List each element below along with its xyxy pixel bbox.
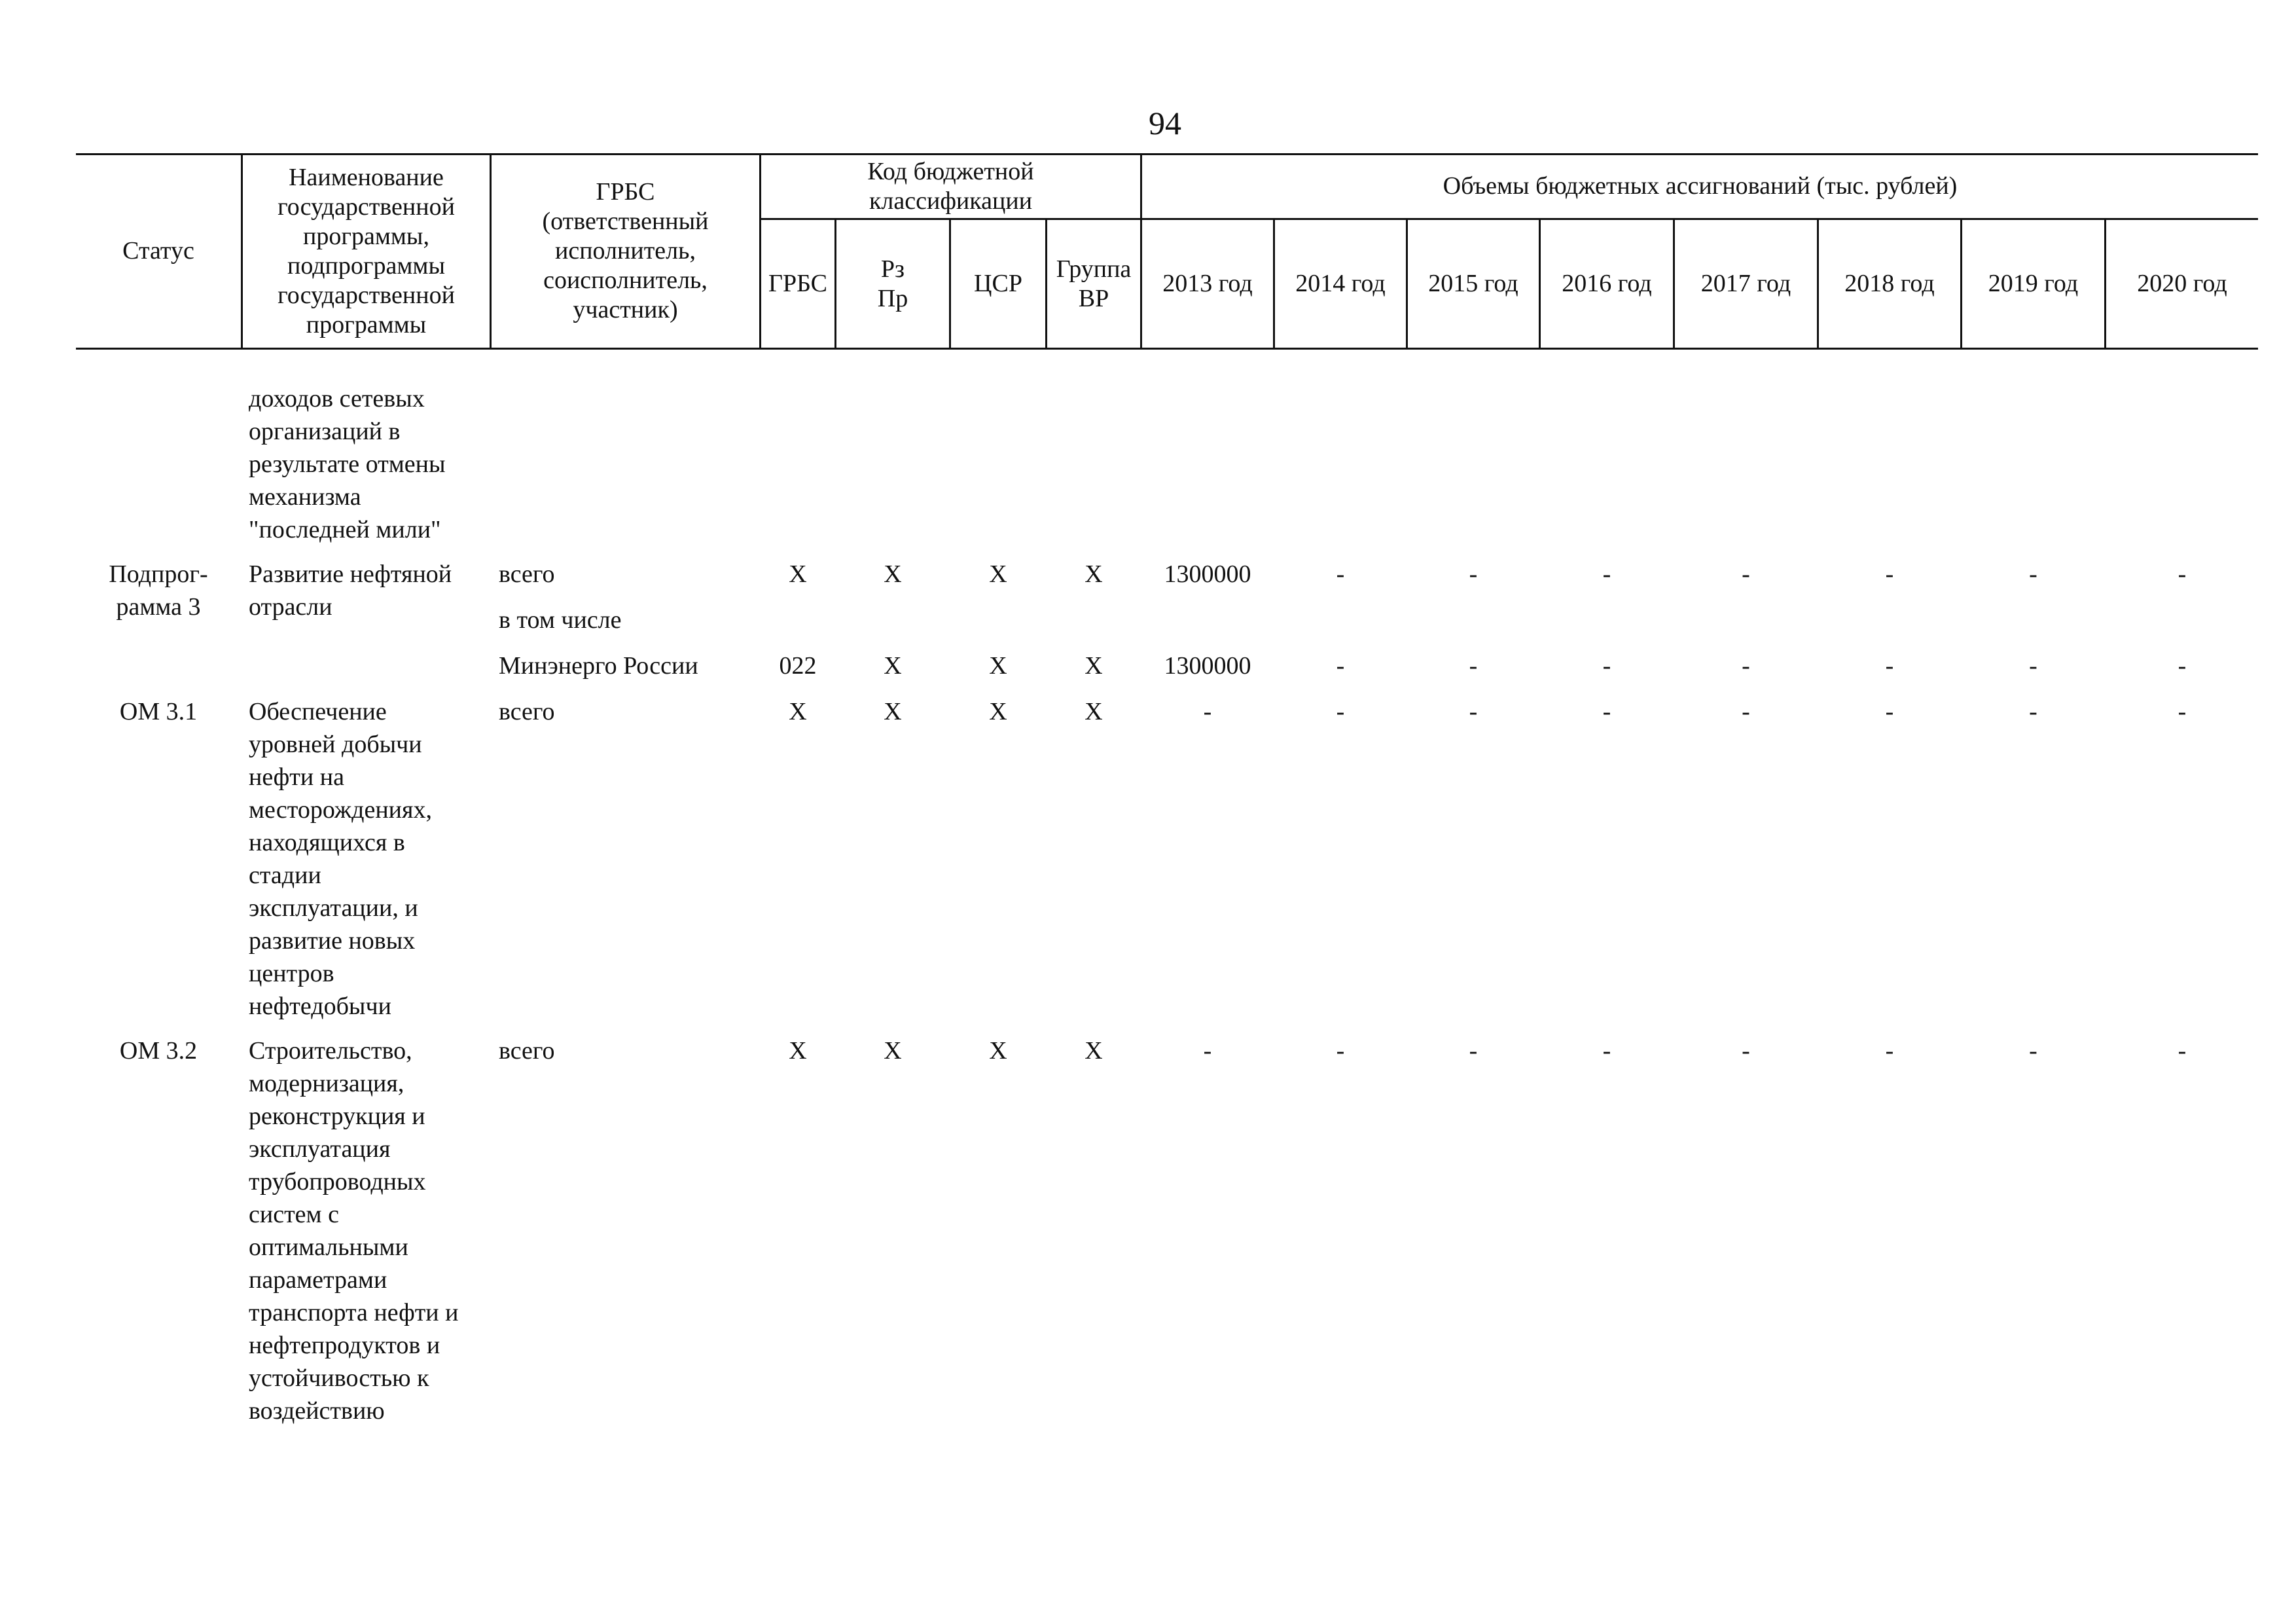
row-4-code-csr: X	[989, 698, 1007, 725]
header-program-name: Наименование государственной программы, подпрограммы государственной программы	[278, 163, 455, 338]
header-year-2016: 2016 год	[1562, 270, 1652, 297]
row-5-val-2014: -	[1336, 1037, 1345, 1065]
header-code-grbs: ГРБС	[768, 270, 827, 297]
row-2-grbs: в том числе	[499, 606, 622, 634]
row-3-code-rzpr: X	[884, 652, 902, 680]
row-3-grbs: Минэнерго России	[499, 652, 698, 680]
row-5-val-2016: -	[1602, 1037, 1611, 1065]
header-code-vr: Группа ВР	[1056, 255, 1132, 312]
header-code-csr: ЦСР	[974, 270, 1022, 297]
header-year-2020: 2020 год	[2137, 270, 2227, 297]
row-5-code-rzpr: X	[884, 1037, 902, 1065]
header-year-2018: 2018 год	[1844, 270, 1935, 297]
row-3-val-2014: -	[1336, 652, 1345, 680]
header-volumes: Объемы бюджетных ассигнований (тыс. рублей)	[1443, 172, 1958, 200]
row-5-val-2013: -	[1203, 1037, 1212, 1065]
row-4-val-2019: -	[2029, 698, 2037, 725]
header-year-2013: 2013 год	[1162, 270, 1253, 297]
row-1-code-rzpr: X	[884, 560, 902, 588]
row-5-code-csr: X	[989, 1037, 1007, 1065]
row-3-val-2013: 1300000	[1164, 652, 1251, 680]
row-1-status: Подпрог- рамма 3	[109, 560, 208, 621]
row-1-val-2018: -	[1885, 560, 1894, 588]
table-header-bottom-rule	[76, 348, 2258, 350]
row-0-name: доходов сетевых организаций в результате отмены механизма "последней мили"	[249, 385, 446, 543]
row-4-val-2017: -	[1742, 698, 1750, 725]
row-5-val-2015: -	[1469, 1037, 1478, 1065]
row-3-code-csr: X	[989, 652, 1007, 680]
row-5-code-grbs: X	[789, 1037, 807, 1065]
row-4-name: Обеспечение уровней добычи нефти на месторождениях, находящихся в стадии эксплуатации, и развитие новых центров нефтедобычи	[249, 698, 432, 1020]
row-4-val-2020: -	[2178, 698, 2187, 725]
row-4-code-vr: X	[1085, 698, 1103, 725]
header-code-rzpr: Рз Пр	[877, 255, 908, 312]
row-4-grbs: всего	[499, 698, 555, 725]
row-5-grbs: всего	[499, 1037, 555, 1065]
row-5-status: ОМ 3.2	[119, 1037, 198, 1065]
header-grbs-responsible: ГРБС (ответственный исполнитель, соисполнитель, участник)	[542, 178, 709, 323]
row-4-val-2018: -	[1885, 698, 1894, 725]
header-year-2017: 2017 год	[1700, 270, 1791, 297]
row-1-val-2015: -	[1469, 560, 1478, 588]
row-4-val-2014: -	[1336, 698, 1345, 725]
row-3-val-2020: -	[2178, 652, 2187, 680]
row-4-code-rzpr: X	[884, 698, 902, 725]
row-1-code-grbs: X	[789, 560, 807, 588]
row-5-val-2019: -	[2029, 1037, 2037, 1065]
row-1-val-2016: -	[1602, 560, 1611, 588]
row-1-val-2019: -	[2029, 560, 2037, 588]
row-5-val-2017: -	[1742, 1037, 1750, 1065]
row-3-code-grbs: 022	[779, 652, 817, 680]
row-1-val-2013: 1300000	[1164, 560, 1251, 588]
row-3-val-2016: -	[1602, 652, 1611, 680]
header-year-2019: 2019 год	[1988, 270, 2079, 297]
row-4-status: ОМ 3.1	[119, 698, 198, 725]
header-status: Статус	[122, 237, 194, 264]
row-5-code-vr: X	[1085, 1037, 1103, 1065]
header-year-2014: 2014 год	[1295, 270, 1386, 297]
row-4-val-2013: -	[1203, 698, 1212, 725]
row-3-val-2015: -	[1469, 652, 1478, 680]
row-1-name: Развитие нефтяной отрасли	[249, 560, 452, 621]
row-3-code-vr: X	[1085, 652, 1103, 680]
row-3-val-2018: -	[1885, 652, 1894, 680]
row-1-code-vr: X	[1085, 560, 1103, 588]
row-1-val-2014: -	[1336, 560, 1345, 588]
row-1-grbs: всего	[499, 560, 555, 588]
row-5-val-2020: -	[2178, 1037, 2187, 1065]
header-year-2015: 2015 год	[1428, 270, 1518, 297]
header-budget-code: Код бюджетной классификации	[867, 157, 1034, 215]
row-3-val-2019: -	[2029, 652, 2037, 680]
row-1-val-2017: -	[1742, 560, 1750, 588]
row-4-code-grbs: X	[789, 698, 807, 725]
row-4-val-2015: -	[1469, 698, 1478, 725]
row-4-val-2016: -	[1602, 698, 1611, 725]
row-1-code-csr: X	[989, 560, 1007, 588]
row-3-val-2017: -	[1742, 652, 1750, 680]
page-number: 94	[1149, 105, 1181, 141]
row-5-val-2018: -	[1885, 1037, 1894, 1065]
row-5-name: Строительство, модернизация, реконструкция и эксплуатация трубопроводных систем с оптимальными параметрами транспорта нефти и нефтепродуктов и устойчивостью к воздействию	[249, 1037, 459, 1425]
row-1-val-2020: -	[2178, 560, 2187, 588]
